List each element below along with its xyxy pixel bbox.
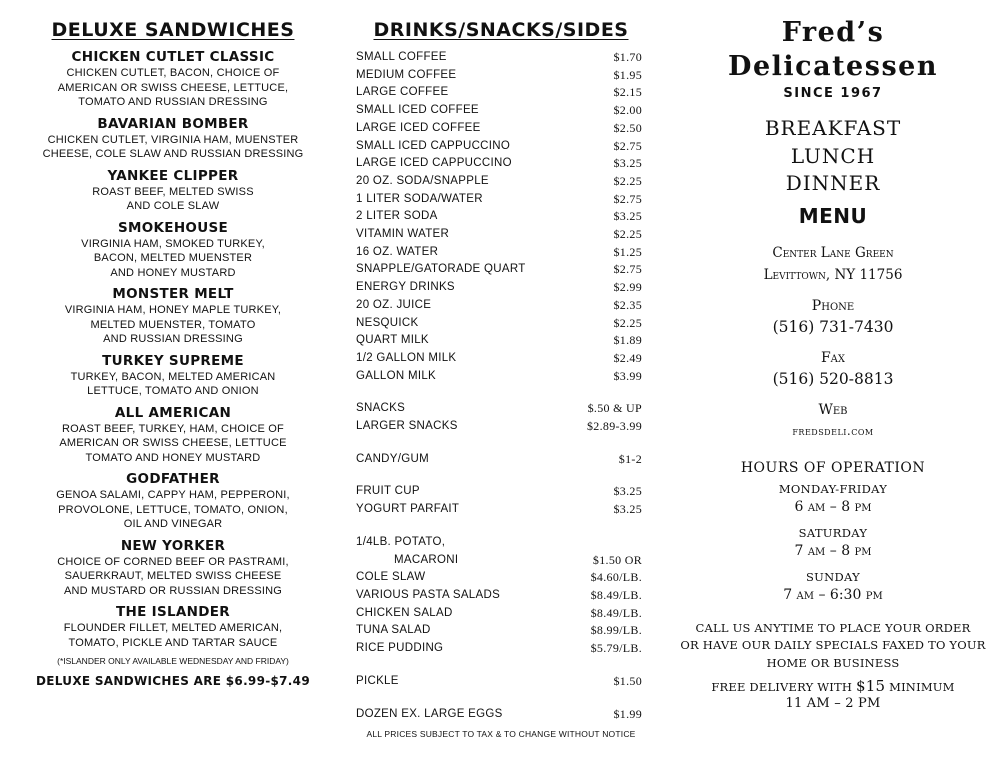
item-name: PICKLE bbox=[356, 674, 399, 687]
sandwich-item bbox=[20, 220, 326, 281]
meal-lunch: LUNCH bbox=[790, 143, 876, 168]
sandwich-price-note: DELUXE SANDWICHES ARE $6.99-$7.49 bbox=[36, 674, 310, 688]
menu-row bbox=[346, 226, 656, 244]
menu-row bbox=[346, 368, 656, 386]
address bbox=[676, 242, 990, 286]
sandwich-description: ROAST BEEF, TURKEY, HAM, CHOICE OF bbox=[62, 422, 284, 435]
call-line: OR HAVE OUR DAILY SPECIALS FAXED TO YOUR bbox=[680, 638, 986, 652]
sandwich-description: CHICKEN CUTLET, BACON, CHOICE OF bbox=[66, 67, 280, 79]
business-name-line1: Fred’s bbox=[781, 17, 885, 48]
hours-time: 6 am – 8 pm bbox=[794, 498, 872, 515]
sandwich-description: LETTUCE, TOMATO AND ONION bbox=[87, 385, 259, 397]
menu-row bbox=[346, 706, 656, 724]
info-column bbox=[676, 0, 990, 773]
menu-row bbox=[346, 49, 656, 67]
menu-row bbox=[346, 261, 656, 279]
hours-day: SATURDAY bbox=[798, 525, 868, 540]
menu-row bbox=[346, 102, 656, 120]
item-price: $3.99 bbox=[613, 368, 642, 383]
menu-group bbox=[346, 534, 656, 658]
sandwich-description: TOMATO AND RUSSIAN DRESSING bbox=[78, 96, 268, 108]
sandwich-item bbox=[20, 286, 326, 347]
sandwich-name: ALL AMERICAN bbox=[114, 404, 232, 421]
item-name: DOZEN EX. LARGE EGGS bbox=[356, 707, 503, 720]
sandwich-item bbox=[20, 353, 326, 399]
hours-heading: HOURS OF OPERATION bbox=[740, 459, 926, 476]
menu-row bbox=[346, 673, 656, 691]
group-spacer bbox=[346, 658, 656, 673]
item-price: $8.99/LB. bbox=[590, 623, 642, 638]
item-price: $1-2 bbox=[618, 451, 642, 466]
sandwich-description: AND RUSSIAN DRESSING bbox=[103, 333, 243, 345]
sandwich-description: AMERICAN OR SWISS CHEESE, LETTUCE bbox=[59, 437, 287, 449]
menu-row bbox=[346, 483, 656, 501]
menu-row bbox=[346, 640, 656, 658]
sandwich-name: CHICKEN CUTLET CLASSIC bbox=[71, 49, 275, 65]
item-name: 1/2 GALLON MILK bbox=[356, 351, 457, 364]
item-price: $2.99 bbox=[613, 280, 642, 295]
item-price: $.50 & UP bbox=[587, 401, 642, 416]
sandwich-item bbox=[20, 49, 326, 110]
sandwich-list bbox=[20, 49, 326, 650]
meal-dinner: DINNER bbox=[785, 171, 881, 195]
menu-row bbox=[346, 155, 656, 173]
hours-entry bbox=[676, 570, 990, 606]
menu-row bbox=[346, 138, 656, 156]
group-spacer bbox=[346, 385, 656, 400]
sandwich-description: GENOA SALAMI, CAPPY HAM, PEPPERONI, bbox=[56, 489, 290, 501]
menu-group bbox=[346, 49, 656, 385]
menu-group bbox=[346, 483, 656, 518]
drinks-column bbox=[346, 0, 656, 773]
item-price: $2.75 bbox=[613, 138, 642, 153]
item-name: MACARONI bbox=[394, 553, 459, 566]
item-name: LARGE ICED COFFEE bbox=[356, 121, 481, 134]
item-name: GALLON MILK bbox=[356, 369, 436, 382]
item-price: $1.89 bbox=[613, 333, 642, 348]
call-line: HOME OR BUSINESS bbox=[766, 655, 900, 670]
item-price: $2.50 bbox=[613, 120, 642, 135]
hours-day: MONDAY-FRIDAY bbox=[778, 481, 888, 496]
menu-row bbox=[346, 315, 656, 333]
item-name: 2 LITER SODA bbox=[356, 210, 438, 223]
sandwich-name: YANKEE CLIPPER bbox=[107, 167, 239, 184]
item-price: $2.75 bbox=[613, 262, 642, 277]
item-price: $2.49 bbox=[613, 350, 642, 365]
sandwich-description: TURKEY, BACON, MELTED AMERICAN bbox=[70, 370, 276, 383]
delivery-post: MINIMUM bbox=[885, 680, 955, 694]
menu-row bbox=[346, 120, 656, 138]
delivery-line bbox=[676, 678, 990, 696]
phone-label: Phone bbox=[811, 297, 855, 314]
menu-row bbox=[346, 84, 656, 102]
sandwich-description: TOMATO AND HONEY MUSTARD bbox=[85, 451, 261, 464]
sandwiches-column bbox=[20, 0, 326, 773]
meal-breakfast: BREAKFAST bbox=[764, 116, 902, 140]
item-price: $1.25 bbox=[613, 244, 642, 259]
sandwich-description: BACON, MELTED MUENSTER bbox=[93, 252, 253, 264]
phone-number[interactable]: (516) 731-7430 bbox=[772, 317, 894, 336]
item-name: ENERGY DRINKS bbox=[356, 281, 455, 294]
sandwich-description: SAUERKRAUT, MELTED SWISS CHEESE bbox=[64, 570, 282, 582]
item-price: $3.25 bbox=[613, 209, 642, 224]
item-name: 1 LITER SODA/WATER bbox=[356, 192, 483, 205]
item-price: $3.25 bbox=[613, 484, 642, 499]
web-link[interactable]: fredsdeli.com bbox=[792, 423, 874, 438]
item-price: $3.25 bbox=[613, 502, 642, 517]
drinks-heading: DRINKS/SNACKS/SIDES bbox=[373, 19, 629, 41]
sandwich-item bbox=[20, 405, 326, 466]
menu-row bbox=[346, 173, 656, 191]
sandwich-description: CHEESE, COLE SLAW AND RUSSIAN DRESSING bbox=[42, 148, 304, 160]
sandwich-name: MONSTER MELT bbox=[112, 286, 234, 302]
hours-time: 7 am – 6:30 pm bbox=[783, 586, 883, 603]
sandwich-item bbox=[20, 116, 326, 162]
sandwich-description: VIRGINIA HAM, HONEY MAPLE TURKEY, bbox=[64, 304, 282, 316]
item-name: LARGE ICED CAPPUCCINO bbox=[356, 157, 512, 170]
delivery-info bbox=[676, 678, 990, 712]
item-name: VARIOUS PASTA SALADS bbox=[356, 588, 501, 601]
hours-entry bbox=[676, 526, 990, 562]
item-price: $2.89-3.99 bbox=[587, 419, 642, 434]
sandwich-name: SMOKEHOUSE bbox=[118, 219, 228, 236]
sandwich-description: AND COLE SLAW bbox=[126, 200, 220, 212]
item-name: SNAPPLE/GATORADE QUART bbox=[356, 263, 526, 276]
business-name-line2: Delicatessen bbox=[728, 51, 938, 82]
item-price: $2.25 bbox=[613, 173, 642, 188]
delivery-pre: FREE DELIVERY WITH bbox=[711, 680, 856, 694]
menu-group bbox=[346, 706, 656, 724]
menu-row bbox=[346, 569, 656, 587]
item-name: SNACKS bbox=[356, 402, 406, 415]
item-name: 1/4LB. POTATO, bbox=[356, 535, 446, 548]
item-price: $1.95 bbox=[613, 67, 642, 82]
item-name: RICE PUDDING bbox=[356, 642, 444, 655]
item-price: $2.25 bbox=[613, 227, 642, 242]
item-name: SMALL COFFEE bbox=[356, 51, 447, 63]
sandwich-name: TURKEY SUPREME bbox=[102, 352, 244, 369]
sandwich-item bbox=[20, 538, 326, 599]
menu-row bbox=[346, 622, 656, 640]
hours-time: 7 am – 8 pm bbox=[794, 542, 872, 559]
item-name: 20 OZ. JUICE bbox=[356, 298, 432, 311]
item-price: $1.50 OR bbox=[592, 552, 642, 567]
group-spacer bbox=[346, 436, 656, 451]
menu-row bbox=[346, 552, 656, 570]
address-line2: Levittown, NY 11756 bbox=[763, 266, 903, 283]
item-name: MEDIUM COFFEE bbox=[356, 68, 457, 81]
drink-list bbox=[346, 49, 656, 723]
menu-row bbox=[346, 297, 656, 315]
item-price: $2.15 bbox=[613, 85, 642, 100]
call-line: CALL US ANYTIME TO PLACE YOUR ORDER bbox=[695, 620, 971, 635]
sandwich-description: AMERICAN OR SWISS CHEESE, LETTUCE, bbox=[57, 81, 289, 94]
menu-row bbox=[346, 279, 656, 297]
sandwich-description: MELTED MUENSTER, TOMATO bbox=[90, 318, 256, 331]
item-name: 16 OZ. WATER bbox=[356, 245, 439, 258]
price-footnote: ALL PRICES SUBJECT TO TAX & TO CHANGE WITHOUT NOTICE bbox=[366, 729, 636, 740]
item-price: $1.50 bbox=[613, 673, 642, 688]
group-spacer bbox=[346, 691, 656, 706]
group-spacer bbox=[346, 468, 656, 483]
item-name: LARGER SNACKS bbox=[356, 420, 458, 433]
item-price: $8.49/LB. bbox=[590, 587, 642, 602]
item-name: LARGE COFFEE bbox=[356, 86, 449, 99]
sandwiches-heading: DELUXE SANDWICHES bbox=[51, 19, 295, 41]
item-price: $5.79/LB. bbox=[590, 641, 642, 656]
menu-title: MENU bbox=[798, 203, 868, 228]
sandwich-description: ROAST BEEF, MELTED SWISS bbox=[92, 185, 254, 198]
item-name: VITAMIN WATER bbox=[356, 228, 450, 241]
item-name: TUNA SALAD bbox=[356, 624, 431, 637]
hours-list bbox=[676, 482, 990, 606]
item-price: $2.35 bbox=[613, 297, 642, 312]
sandwich-description: FLOUNDER FILLET, MELTED AMERICAN, bbox=[63, 622, 283, 634]
sandwich-name: BAVARIAN BOMBER bbox=[97, 115, 249, 132]
group-spacer bbox=[346, 519, 656, 534]
menu-row bbox=[346, 67, 656, 85]
menu-row bbox=[346, 208, 656, 226]
sandwich-description: VIRGINIA HAM, SMOKED TURKEY, bbox=[81, 237, 265, 250]
menu-row bbox=[346, 451, 656, 469]
menu-row bbox=[346, 332, 656, 350]
menu-row bbox=[346, 191, 656, 209]
menu-row bbox=[346, 605, 656, 623]
item-name: COLE SLAW bbox=[356, 571, 426, 584]
sandwich-description: AND HONEY MUSTARD bbox=[110, 266, 236, 279]
item-price: $8.49/LB. bbox=[590, 605, 642, 620]
sandwich-item bbox=[20, 471, 326, 532]
sandwich-description: AND MUSTARD OR RUSSIAN DRESSING bbox=[63, 584, 283, 597]
item-price: $4.60/LB. bbox=[590, 570, 642, 585]
item-price: $1.99 bbox=[613, 706, 642, 721]
menu-row bbox=[346, 400, 656, 418]
menu-group bbox=[346, 400, 656, 435]
sandwich-description: OIL AND VINEGAR bbox=[123, 518, 223, 530]
item-price: $3.25 bbox=[613, 156, 642, 171]
call-text bbox=[676, 620, 990, 673]
item-name: 20 OZ. SODA/SNAPPLE bbox=[356, 174, 489, 187]
sandwich-description: TOMATO, PICKLE AND TARTAR SAUCE bbox=[68, 636, 278, 649]
item-name: FRUIT CUP bbox=[356, 485, 420, 498]
delivery-time: 11 AM – 2 PM bbox=[785, 696, 881, 711]
item-name: CHICKEN SALAD bbox=[356, 606, 453, 619]
sandwich-description: PROVOLONE, LETTUCE, TOMATO, ONION, bbox=[58, 503, 288, 516]
sandwich-name: NEW YORKER bbox=[120, 537, 226, 554]
sandwich-name: THE ISLANDER bbox=[116, 604, 230, 620]
hours-entry bbox=[676, 482, 990, 518]
item-name: SMALL ICED CAPPUCCINO bbox=[356, 139, 511, 152]
address-line1: Center Lane Green bbox=[772, 244, 894, 261]
sandwich-item bbox=[20, 604, 326, 650]
sandwich-name: GODFATHER bbox=[126, 471, 220, 487]
delivery-amount: $15 bbox=[856, 677, 886, 695]
islander-note: (*ISLANDER ONLY AVAILABLE WEDNESDAY AND FRIDAY) bbox=[57, 656, 289, 666]
sandwich-item bbox=[20, 168, 326, 214]
item-name: SMALL ICED COFFEE bbox=[356, 104, 479, 117]
sandwich-description: CHICKEN CUTLET, VIRGINIA HAM, MUENSTER bbox=[47, 133, 299, 146]
sandwich-description: CHOICE OF CORNED BEEF OR PASTRAMI, bbox=[57, 555, 289, 568]
item-name: QUART MILK bbox=[356, 334, 429, 347]
fax-number: (516) 520-8813 bbox=[772, 369, 894, 388]
item-name: YOGURT PARFAIT bbox=[356, 503, 460, 516]
since-year: SINCE 1967 bbox=[783, 86, 883, 101]
item-price: $1.70 bbox=[613, 50, 642, 64]
item-price: $2.25 bbox=[613, 315, 642, 330]
fax-label: Fax bbox=[820, 349, 846, 366]
menu-group bbox=[346, 673, 656, 691]
menu-row bbox=[346, 350, 656, 368]
menu-row bbox=[346, 501, 656, 519]
item-price: $2.00 bbox=[613, 103, 642, 118]
meal-list bbox=[676, 115, 990, 198]
item-name: NESQUICK bbox=[356, 316, 419, 329]
menu-row bbox=[346, 534, 656, 552]
menu-row bbox=[346, 418, 656, 436]
menu-row bbox=[346, 587, 656, 605]
item-price: $2.75 bbox=[613, 191, 642, 206]
item-name: CANDY/GUM bbox=[356, 452, 429, 465]
hours-day: SUNDAY bbox=[805, 569, 861, 584]
menu-group bbox=[346, 451, 656, 469]
menu-row bbox=[346, 244, 656, 262]
web-label: Web bbox=[818, 401, 848, 418]
